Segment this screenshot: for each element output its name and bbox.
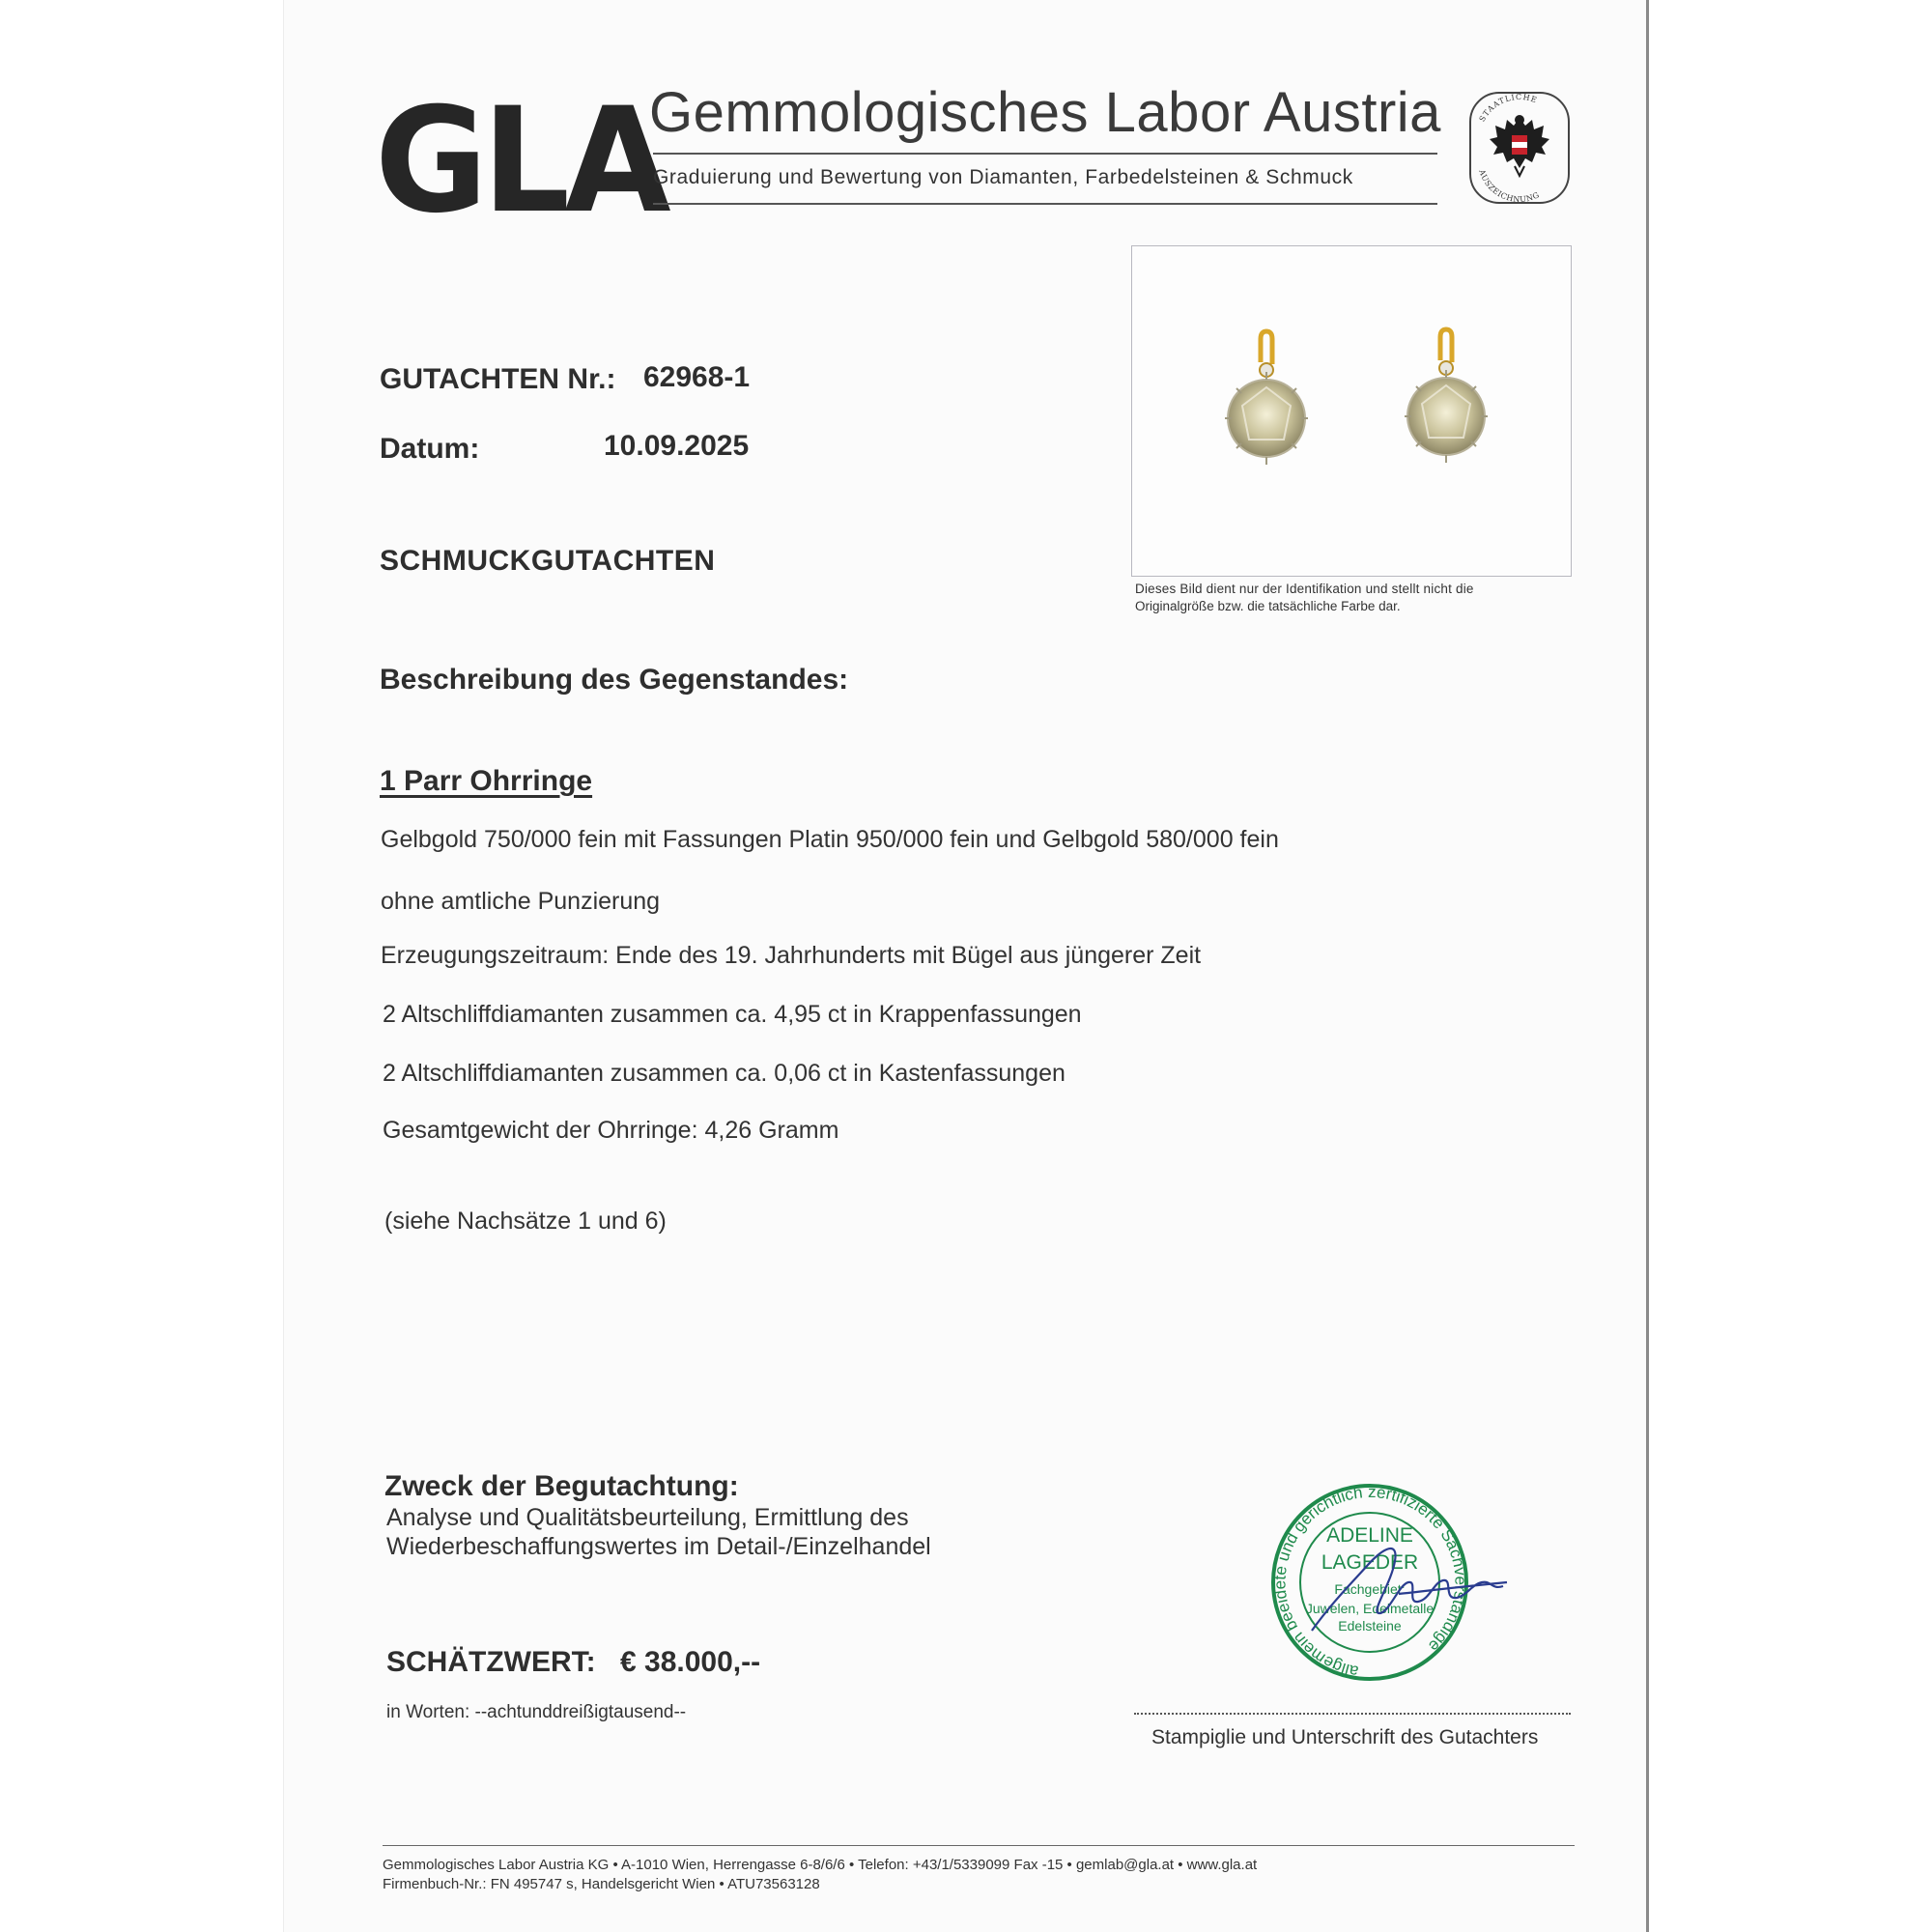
seal-text-bottom: AUSZEICHNUNG: [1477, 168, 1542, 205]
signature-caption: Stampiglie und Unterschrift des Gutachters: [1151, 1726, 1539, 1748]
valuation-label: SCHÄTZWERT:: [386, 1646, 596, 1678]
purpose-line-2: Wiederbeschaffungswertes im Detail-/Einzelhandel: [386, 1533, 931, 1560]
stamp-seal-icon: [1254, 1468, 1524, 1700]
valuation-in-words: in Worten: --achtunddreißigtausend--: [386, 1702, 687, 1722]
footer-line-2: Firmenbuch-Nr.: FN 495747 s, Handelsgericht Wien • ATU73563128: [383, 1876, 820, 1892]
report-date: 10.09.2025: [604, 430, 750, 462]
svg-text:STAATLICHE: [1478, 93, 1539, 124]
description-heading: Beschreibung des Gegenstandes:: [380, 664, 849, 696]
report-number-label: GUTACHTEN Nr.:: [380, 363, 616, 395]
report-date-label: Datum:: [380, 433, 480, 465]
description-note: (siehe Nachsätze 1 und 6): [384, 1208, 667, 1235]
photo-caption-line2: Originalgröße bzw. die tatsächliche Farbe dar.: [1135, 599, 1401, 613]
item-title: 1 Parr Ohrringe: [380, 765, 593, 797]
description-line-3: Erzeugungszeitraum: Ende des 19. Jahrhunderts mit Bügel aus jüngerer Zeit: [381, 942, 1202, 969]
stamp-ring-text: allgemein beeidete und gerichtlich zertifizierte Sachverständige: [1270, 1482, 1470, 1682]
gla-logo: GLA: [375, 77, 666, 245]
description-line-1: Gelbgold 750/000 fein mit Fassungen Platin 950/000 fein und Gelbgold 580/000 fein: [381, 826, 1279, 853]
earrings-photo: [1131, 245, 1572, 577]
lab-subtitle: Graduierung und Bewertung von Diamanten, Farbedelsteinen & Schmuck: [653, 166, 1353, 188]
stamp-field-2: Edelsteine: [1338, 1618, 1402, 1634]
state-award-seal: [1468, 91, 1571, 205]
valuation-amount: € 38.000,--: [620, 1646, 761, 1678]
svg-text:AUSZEICHNUNG: [1477, 168, 1541, 205]
lab-name: Gemmologisches Labor Austria: [649, 81, 1441, 144]
stamp-name-line1: ADELINE: [1326, 1524, 1413, 1547]
purpose-heading: Zweck der Begutachtung:: [384, 1470, 739, 1502]
description-line-5: 2 Altschliffdiamanten zusammen ca. 0,06 ct in Kastenfassungen: [383, 1060, 1065, 1087]
expert-stamp: [1254, 1468, 1524, 1700]
stamp-field-label: Fachgebiet:: [1334, 1581, 1406, 1597]
header-rule-top: [653, 153, 1437, 155]
photo-caption-line1: Dieses Bild dient nur der Identifikation und stellt nicht die: [1135, 582, 1474, 596]
photo-caption: [1135, 581, 1570, 615]
seal-text-top: STAATLICHE: [1477, 92, 1539, 124]
signature-line: [1134, 1713, 1571, 1715]
purpose-line-1: Analyse und Qualitätsbeurteilung, Ermittlung des: [386, 1504, 909, 1531]
description-line-6: Gesamtgewicht der Ohrringe: 4,26 Gramm: [383, 1117, 839, 1144]
stamp-field-1: Juwelen, Edelmetalle: [1305, 1601, 1435, 1616]
report-number: 62968-1: [643, 361, 751, 393]
description-line-2: ohne amtliche Punzierung: [381, 888, 661, 915]
eagle-seal-icon: [1468, 91, 1571, 205]
description-line-4: 2 Altschliffdiamanten zusammen ca. 4,95 ct in Krappenfassungen: [383, 1001, 1082, 1028]
footer-line-1: Gemmologisches Labor Austria KG • A-1010 Wien, Herrengasse 6-8/6/6 • Telefon: +43/1/5339099 Fax -15 • gemlab@gla.at • www.gla.at: [383, 1857, 1258, 1873]
header-rule-bottom: [653, 203, 1437, 205]
report-type: SCHMUCKGUTACHTEN: [380, 545, 716, 577]
footer-rule: [383, 1845, 1575, 1846]
earrings-image: [1132, 246, 1571, 576]
stamp-name-line2: LAGEDER: [1321, 1551, 1419, 1574]
